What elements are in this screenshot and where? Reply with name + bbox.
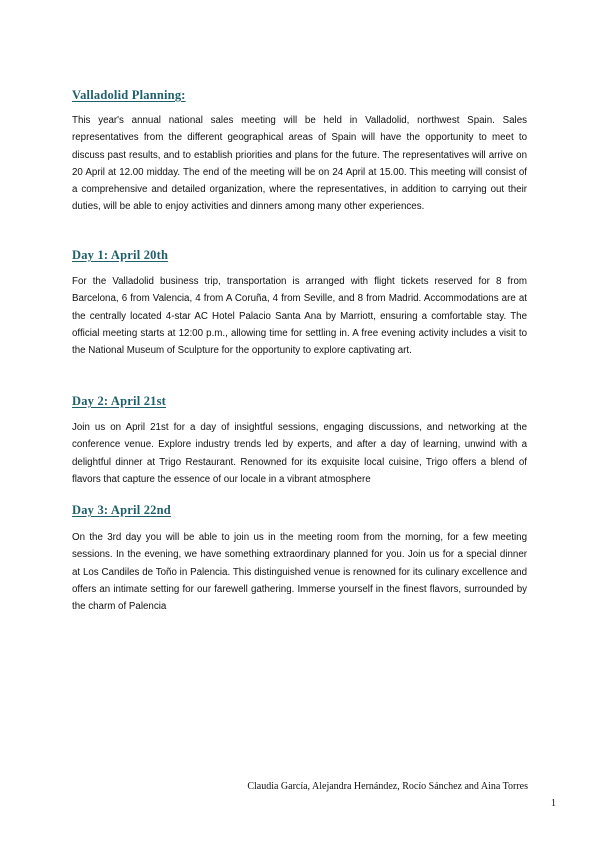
day-3-paragraph: On the 3rd day you will be able to join us in the meeting room from the morning, for a few meeting sessions. In the evening, we have something extraordinary planned for you. Join us for a special dinner at Los Candiles de Toño in Palencia. This distinguished venue is renowned for its culinary excellence and offers an intimate setting for our farewell gathering. Immerse yourself in the finest flavors, surrounded by the charm of Palencia bbox=[72, 532, 527, 613]
day-2-paragraph: Join us on April 21st for a day of insightful sessions, engaging discussions, and networking at the conference venue. Explore industry trends led by experts, and after a day of learning, unwind with a delightful dinner at Trigo Restaurant. Renowned for its exquisite local cuisine, Trigo offers a blend of flavors that capture the essence of our locale in a vibrant atmosphere bbox=[72, 422, 527, 485]
day-1-heading: Day 1: April 20th bbox=[72, 248, 169, 262]
day-2-heading: Day 2: April 21st bbox=[72, 394, 167, 408]
day-3-heading: Day 3: April 22nd bbox=[72, 503, 171, 517]
footer-authors: Claudia García, Alejandra Hernández, Rocío Sánchez and Aina Torres bbox=[247, 781, 528, 792]
page-number: 1 bbox=[551, 798, 556, 809]
document-title: Valladolid Planning: bbox=[72, 88, 186, 102]
day-1-paragraph: For the Valladolid business trip, transportation is arranged with flight tickets reserved for 8 from Barcelona, 6 from Valencia, 4 from A Coruña, 4 from Seville, and 8 from Madrid. Accommodations are at the centrally located 4-star AC Hotel Palacio Santa Ana by Marriott, ensuring a comfortable stay. The official meeting starts at 12:00 p.m., allowing time for settling in. A free evening activity includes a visit to the National Museum of Sculpture for the opportunity to explore captivating art. bbox=[72, 276, 527, 357]
intro-paragraph: This year's annual national sales meeting will be held in Valladolid, northwest Spain. Sales representatives from the different geographical areas of Spain will have the opportunity to meet to discuss past results, and to establish priorities and plans for the future. The representatives will arrive on 20 April at 12.00 midday. The end of the meeting will be on 24 April at 15.00. This meeting will consist of a comprehensive and detailed organization, where the representatives, in addition to carrying out their duties, will be able to enjoy activities and dinners among many other experiences. bbox=[72, 115, 527, 213]
